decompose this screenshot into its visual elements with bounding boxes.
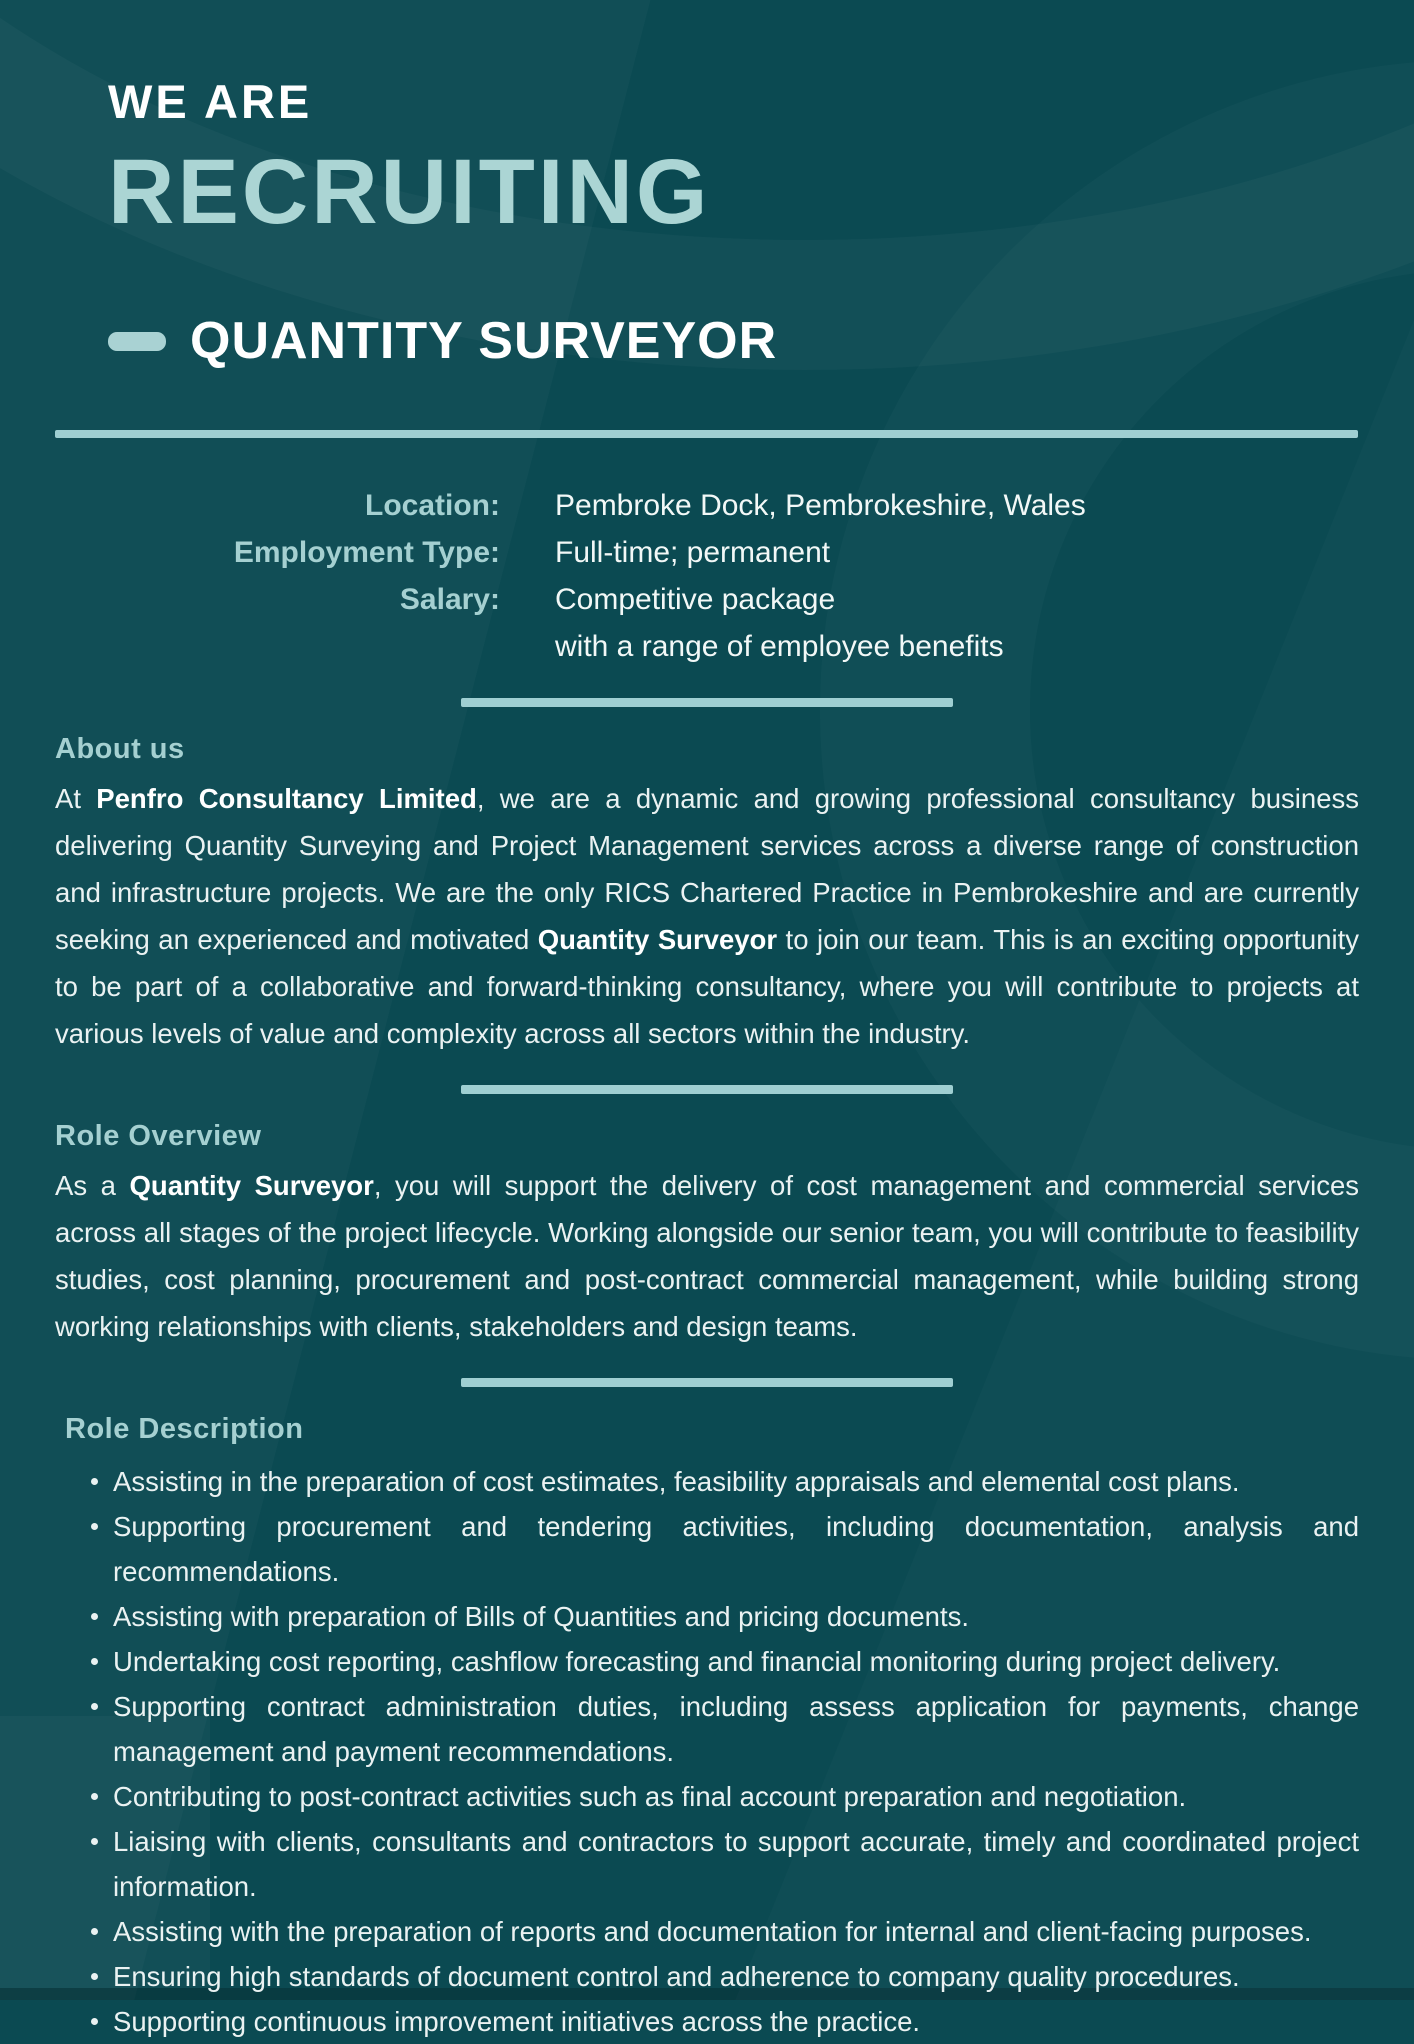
list-item-text: Assisting with the preparation of reports and documentation for internal and client-facing purposes.: [113, 1916, 1312, 1947]
bold-text-segment: Quantity Surveyor: [537, 924, 778, 955]
list-item-text: Assisting with preparation of Bills of Quantities and pricing documents.: [113, 1601, 969, 1632]
poster-header: [0, 0, 1414, 370]
text-segment: At: [55, 783, 97, 814]
detail-label: [0, 623, 500, 670]
bullet-dot-icon: [91, 1613, 98, 1620]
bullet-dot-icon: [91, 1523, 98, 1530]
detail-label: Employment Type:: [233, 536, 500, 569]
detail-label: Salary:: [399, 583, 500, 616]
section-divider: [461, 1378, 953, 1387]
list-item: [55, 1999, 1359, 2044]
bullet-dot-icon: [91, 2018, 98, 2025]
list-item: [55, 1954, 1359, 1999]
list-item-text: Supporting contract administration duties, including assess application for payments, change management and payment recommendations.: [113, 1691, 1359, 1767]
section-divider: [461, 1085, 953, 1094]
detail-value: Full-time; permanent: [555, 536, 831, 569]
section-divider: [461, 698, 953, 707]
bullet-dot-icon: [91, 1478, 98, 1485]
dash-icon: [108, 332, 166, 351]
role-description-section: [0, 1411, 1414, 2044]
role-description-heading: Role Description: [65, 1413, 304, 1445]
list-item-text: Liaising with clients, consultants and contractors to support accurate, timely and coordinated project information.: [113, 1826, 1359, 1902]
job-details-table: [0, 482, 1414, 670]
list-item-text: Undertaking cost reporting, cashflow forecasting and financial monitoring during project delivery.: [113, 1646, 1281, 1677]
role-description-list: [55, 1459, 1359, 2044]
text-segment: , you will support the delivery of cost management and commercial services across all stages of the project lifecycle. Working alongside our senior team, you will contribute to feasibility studies, cost planning, procurement and post-contract commercial management, while building strong working relationships with clients, stakeholders and design teams.: [55, 1170, 1359, 1342]
list-item-text: Supporting continuous improvement initiatives across the practice.: [113, 2006, 921, 2037]
bold-text-segment: Penfro Consultancy Limited: [96, 783, 477, 814]
job-role-title: QUANTITY SURVEYOR: [190, 312, 778, 370]
bullet-dot-icon: [91, 1658, 98, 1665]
list-item: [55, 1774, 1359, 1819]
list-item: [55, 1819, 1359, 1909]
list-item: [55, 1459, 1359, 1504]
role-overview-heading: Role Overview: [55, 1120, 262, 1152]
text-segment: , we are a dynamic and growing professional consultancy business delivering Quantity Surveying and Project Management services across a diverse range of construction and infrastructure projects. We are the only RICS Chartered Practice in Pembrokeshire and are currently seeking an experienced and motivated: [55, 783, 1360, 955]
list-item-text: Assisting in the preparation of cost estimates, feasibility appraisals and elemental cost plans.: [113, 1466, 1240, 1497]
bullet-dot-icon: [91, 1973, 98, 1980]
list-item: [55, 1594, 1359, 1639]
list-item-text: Supporting procurement and tendering activities, including documentation, analysis and recommendations.: [113, 1511, 1359, 1587]
header-intro-text: WE ARE: [108, 75, 313, 128]
bullet-dot-icon: [91, 1793, 98, 1800]
role-overview-section: [0, 1118, 1414, 1350]
list-item: [55, 1684, 1359, 1774]
about-us-heading: About us: [55, 733, 185, 765]
bold-text-segment: Quantity Surveyor: [129, 1170, 374, 1201]
text-segment: to join our team. This is an exciting opportunity to be part of a collaborative and forward-thinking consultancy, where you will contribute to projects at various levels of value and complexity across all sectors within the industry.: [55, 924, 1359, 1049]
bullet-dot-icon: [91, 1838, 98, 1845]
list-item-text: Ensuring high standards of document control and adherence to company quality procedures.: [113, 1961, 1240, 1992]
list-item: [55, 1504, 1359, 1594]
list-item: [55, 1639, 1359, 1684]
detail-label: Location:: [365, 489, 500, 522]
divider-full-width: [55, 430, 1358, 438]
role-overview-paragraph: [55, 1162, 1359, 1350]
about-us-section: [0, 731, 1414, 1057]
list-item: [55, 1909, 1359, 1954]
bullet-dot-icon: [91, 1928, 98, 1935]
job-role-row: [108, 312, 1414, 370]
list-item-text: Contributing to post-contract activities such as final account preparation and negotiation.: [113, 1781, 1187, 1812]
bullet-dot-icon: [91, 1703, 98, 1710]
detail-value: with a range of employee benefits: [555, 630, 1004, 663]
text-segment: As a: [55, 1170, 130, 1201]
detail-value: Competitive package: [555, 583, 836, 616]
about-us-paragraph: [55, 775, 1359, 1057]
detail-value: Pembroke Dock, Pembrokeshire, Wales: [555, 489, 1086, 522]
page-title: RECRUITING: [108, 141, 711, 243]
